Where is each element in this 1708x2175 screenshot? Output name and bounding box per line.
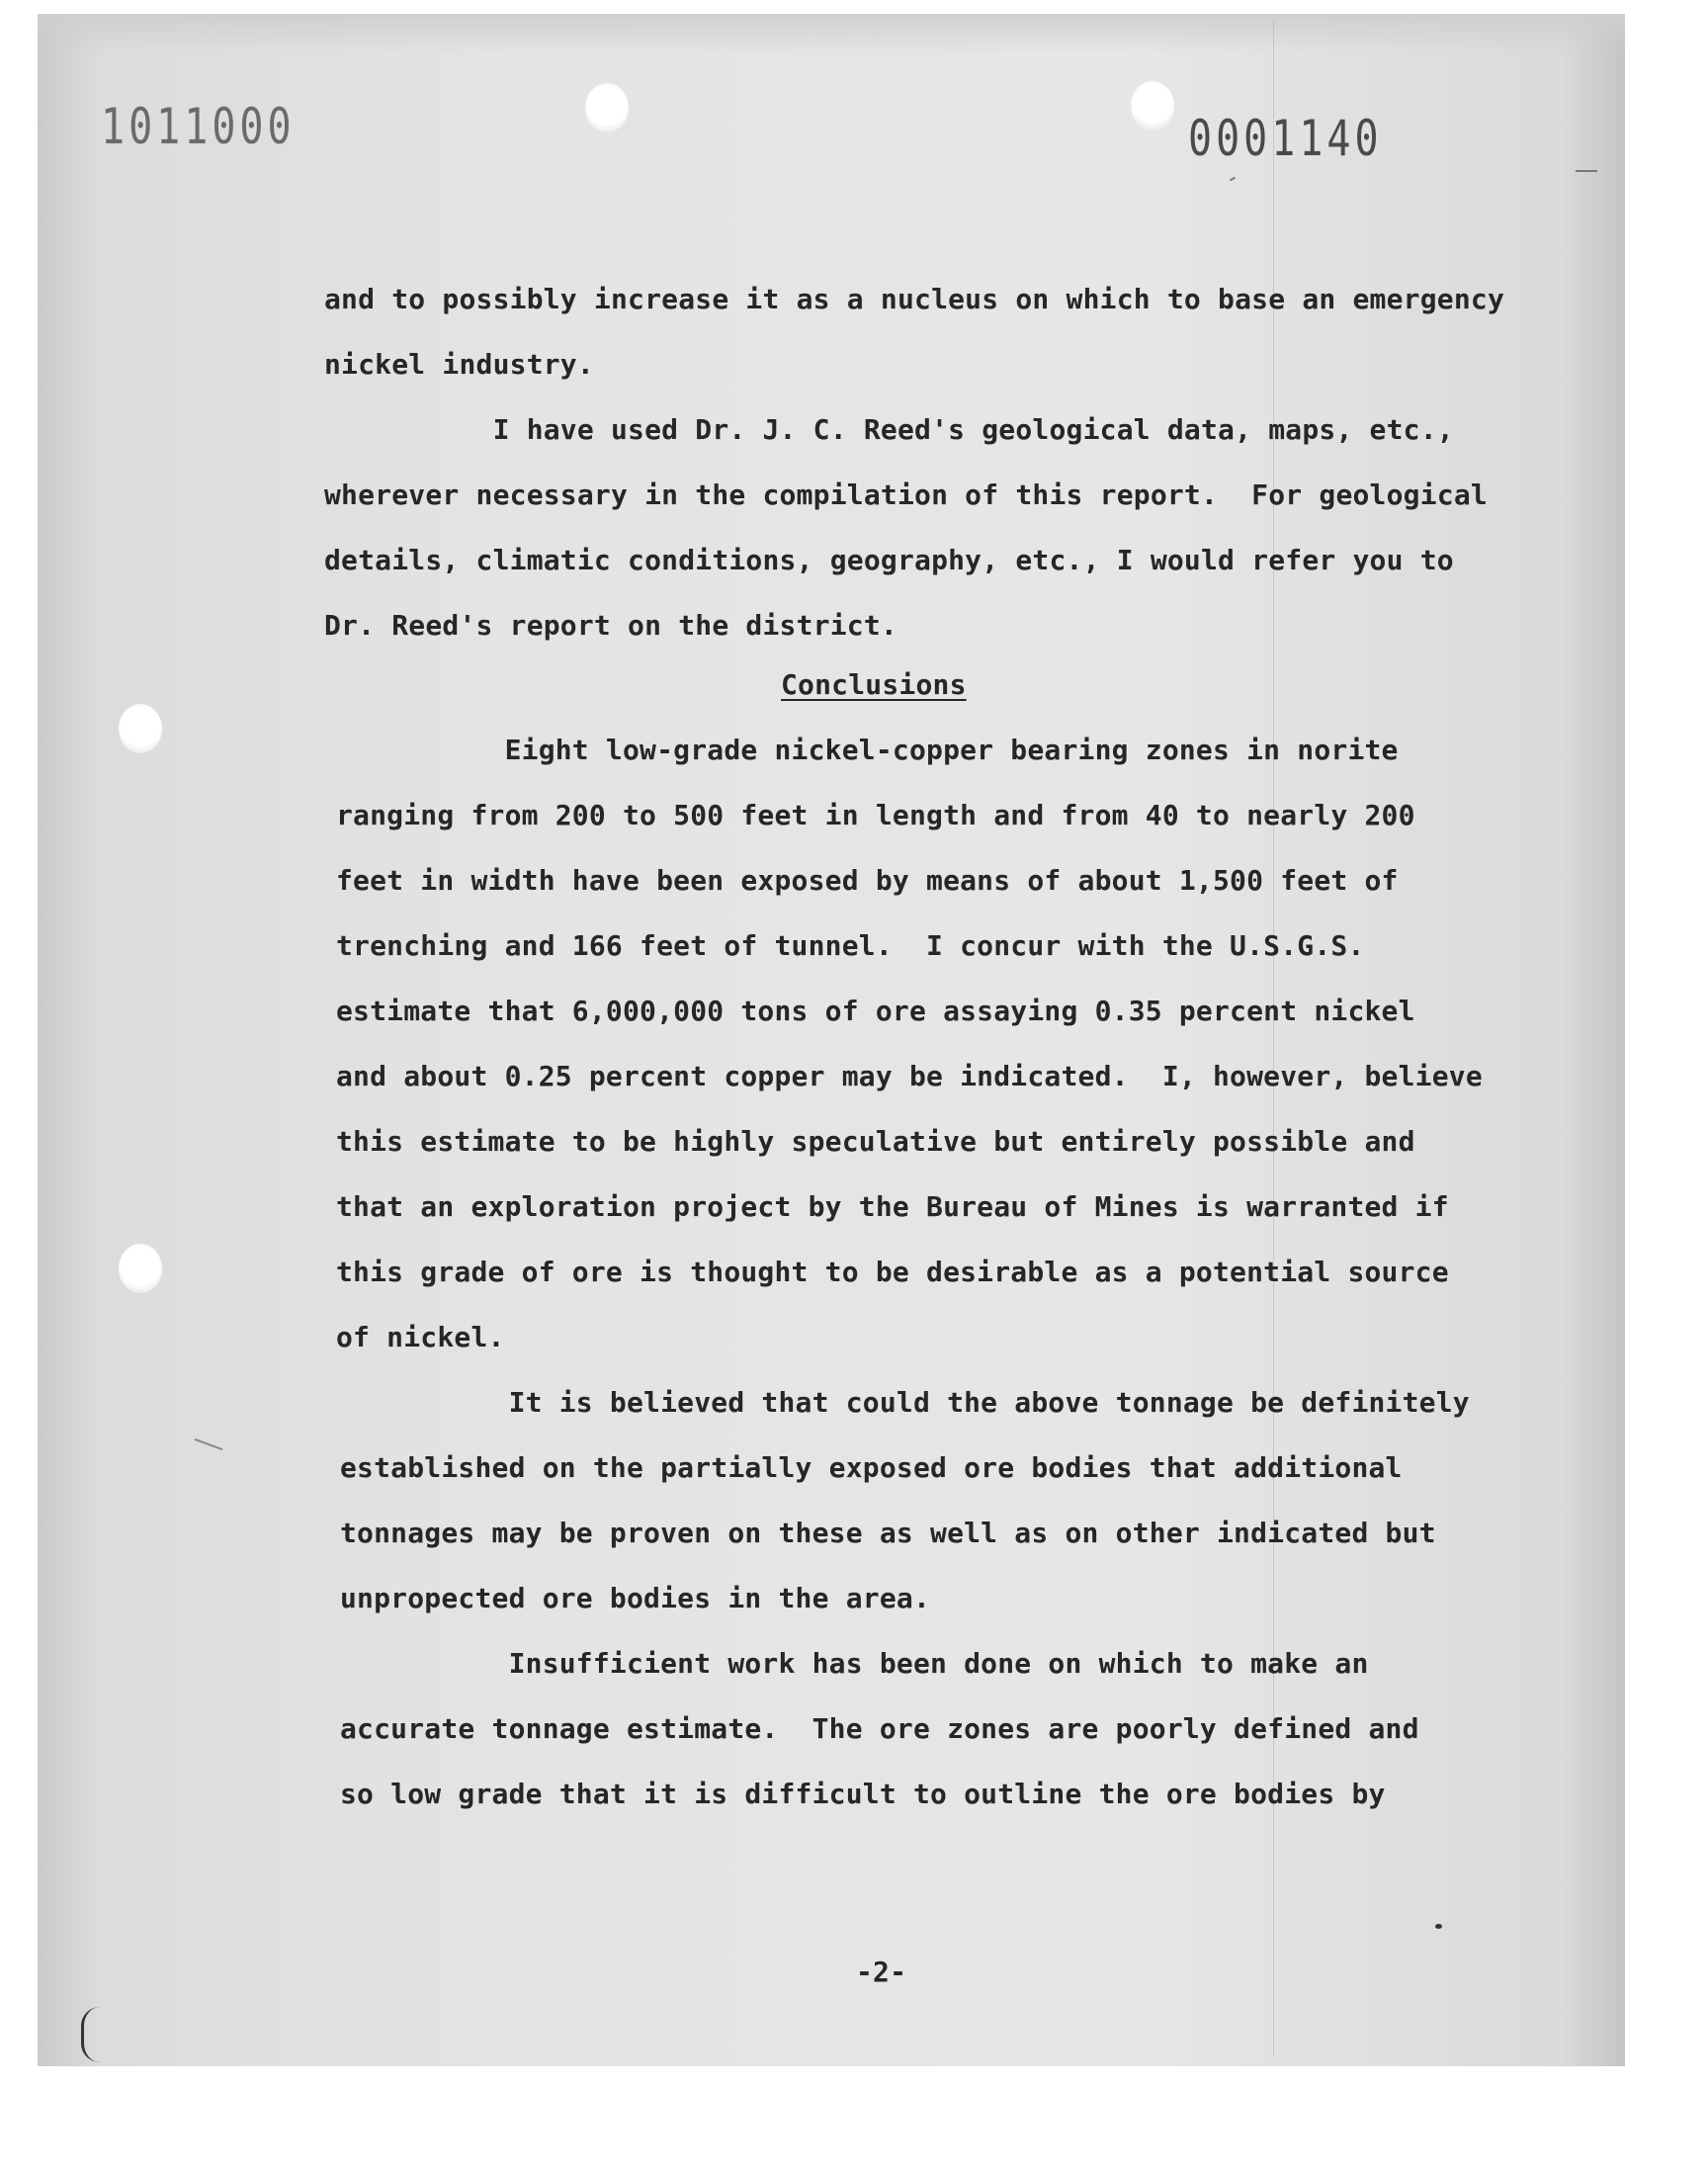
text-line: Insufficient work has been done on which to make an <box>340 1647 1369 1680</box>
text-line: this grade of ore is thought to be desirable as a potential source <box>336 1256 1449 1288</box>
text-line: Dr. Reed's report on the district. <box>324 609 897 642</box>
margin-bracket-mark <box>81 2007 100 2062</box>
text-line: nickel industry. <box>324 348 594 381</box>
text-line: that an exploration project by the Bureau of Mines is warranted if <box>336 1190 1449 1223</box>
punch-hole-top-left <box>585 83 629 132</box>
text-line: so low grade that it is difficult to outline the ore bodies by <box>340 1778 1386 1810</box>
scanned-page <box>38 14 1625 2066</box>
text-line: established on the partially exposed ore bodies that additional <box>340 1451 1403 1484</box>
text-line: wherever necessary in the compilation of this report. For geological <box>324 478 1488 511</box>
punch-hole-side-lower <box>119 1244 162 1293</box>
text-line: accurate tonnage estimate. The ore zones are poorly defined and <box>340 1712 1419 1745</box>
punch-hole-side-upper <box>119 704 162 753</box>
edge-mark <box>1576 170 1597 172</box>
text-line: It is believed that could the above tonnage be definitely <box>340 1386 1470 1419</box>
text-line: trenching and 166 feet of tunnel. I concur with the U.S.G.S. <box>336 929 1365 962</box>
text-line: and to possibly increase it as a nucleus on which to base an emergency <box>324 283 1505 315</box>
section-heading: Conclusions <box>781 668 967 701</box>
ink-speck <box>1435 1924 1442 1929</box>
scan-crease <box>1273 20 1274 2056</box>
document-stamp-right: 0001140 <box>1188 111 1383 168</box>
text-line: tonnages may be proven on these as well as on other indicated but <box>340 1517 1436 1549</box>
text-line: estimate that 6,000,000 tons of ore assaying 0.35 percent nickel <box>336 995 1415 1027</box>
text-line: feet in width have been exposed by means of about 1,500 feet of <box>336 864 1399 897</box>
document-stamp-left: 1011000 <box>101 99 296 156</box>
text-line: this estimate to be highly speculative but entirely possible and <box>336 1125 1415 1158</box>
text-line: and about 0.25 percent copper may be indicated. I, however, believe <box>336 1060 1483 1092</box>
text-line: I have used Dr. J. C. Reed's geological data, maps, etc., <box>324 413 1454 446</box>
text-line: of nickel. <box>336 1321 505 1353</box>
punch-hole-top-right <box>1131 81 1174 130</box>
text-line: Eight low-grade nickel-copper bearing zones in norite <box>336 734 1399 766</box>
text-line: ranging from 200 to 500 feet in length and from 40 to nearly 200 <box>336 799 1415 831</box>
text-line: unpropected ore bodies in the area. <box>340 1582 931 1614</box>
text-line: details, climatic conditions, geography, etc., I would refer you to <box>324 544 1454 576</box>
page-number: -2- <box>856 1956 907 1988</box>
